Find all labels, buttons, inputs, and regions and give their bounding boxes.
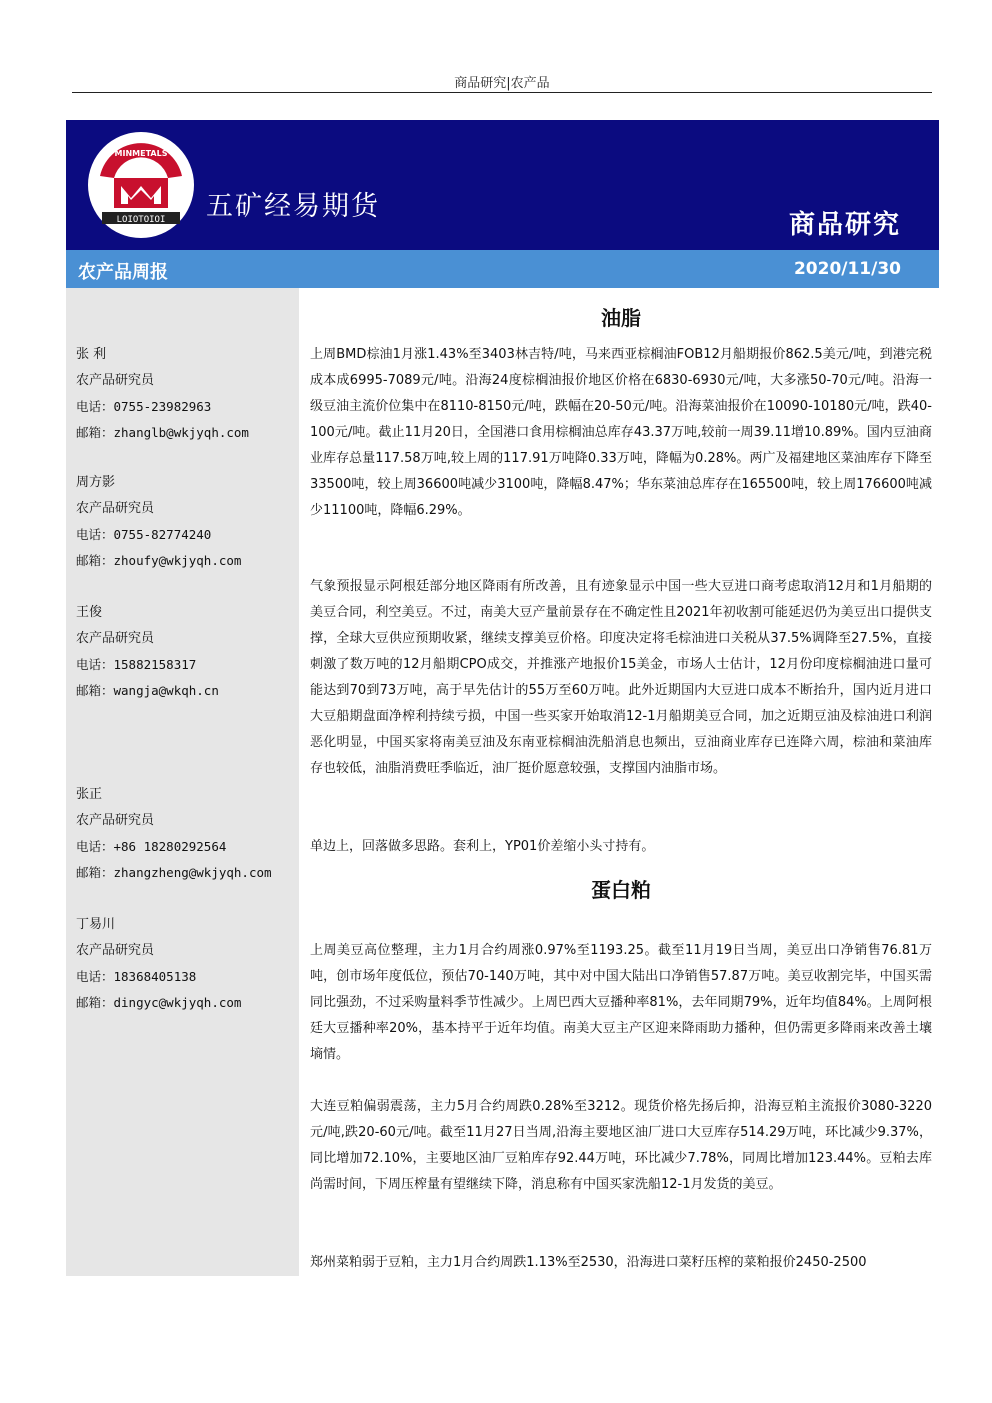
section-label: 商品研究 bbox=[788, 210, 901, 240]
analyst-title: 农产品研究员 bbox=[76, 373, 155, 388]
paragraph: 上周BMD棕油1月涨1.43%至3403林吉特/吨，马来西亚棕榈油FOB12月船期报价862.5美元/吨，到港完税成本成6995-7089元/吨。沿海24度棕榈油报价地区价格在6830-6930元/吨，大多涨50-70元/吨。沿海一级豆油主流价位集中在8110-8150元/吨，跌幅在20-50元/吨。沿海菜油报价在10090-10180元/吨，跌40-100元/吨。截止11月20日，全国港口食用棕榈油总库存43.37万吨,较前一周39.11增10.89%。国内豆油商业库存总量117.58万吨,较上周的117.91万吨降0.33万吨，降幅为0.28%。两广及福建地区菜油库存下降至33500吨，较上周36600吨减少3100吨，降幅8.47%；华东菜油总库存在165500吨，较上周176600吨减少11100吨，降幅6.29%。 bbox=[310, 347, 932, 518]
analyst-email[interactable]: 邮箱：zhanglb@wkjyqh.com bbox=[76, 425, 249, 440]
analyst-title: 农产品研究员 bbox=[76, 813, 155, 828]
banner bbox=[66, 120, 939, 250]
paragraph: 气象预报显示阿根廷部分地区降雨有所改善，且有迹象显示中国一些大豆进口商考虑取消12月和1月船期的美豆合同，利空美豆。不过，南美大豆产量前景存在不确定性且2021年初收割可能延迟仍为美豆出口提供支撑，全球大豆供应预期收紧，继续支撑美豆价格。印度决定将毛棕油进口关税从37.5%调降至27.5%，直接刺激了数万吨的12月船期CPO成交，并推涨产地报价15美金，市场人士估计，12月份印度棕榈油进口量可能达到70到73万吨，高于早先估计的55万至60万吨。此外近期国内大豆进口成本不断抬升，国内近月进口大豆船期盘面净榨利持续亏损，中国一些买家开始取消12-1月船期美豆合同，加之近期豆油及棕油进口利润恶化明显，中国买家将南美豆油及东南亚棕榈油洗船消息也频出，豆油商业库存已连降六周，棕油和菜油库存也较低，油脂消费旺季临近，油厂挺价愿意较强，支撑国内油脂市场。 bbox=[310, 579, 932, 776]
analyst-card bbox=[76, 912, 296, 1016]
report-date: 2020/11/30 bbox=[793, 259, 901, 279]
paragraph: 上周美豆高位整理，主力1月合约周涨0.97%至1193.25。截至11月19日当周，美豆出口净销售76.81万吨，创市场年度低位，预估70-140万吨，其中对中国大陆出口净销售57.87万吨。美豆收割完毕，中国买需同比强劲，不过采购量料季节性减少。上周巴西大豆播种率81%，去年同期79%，近年均值84%。上周阿根廷大豆播种率20%，基本持平于近年均值。南美大豆主产区迎来降雨助力播种，但仍需更多降雨来改善土壤墒情。 bbox=[310, 943, 932, 1062]
analyst-email[interactable]: 邮箱：wangja@wkqh.cn bbox=[76, 683, 219, 698]
header-rule bbox=[72, 92, 932, 93]
analyst-title: 农产品研究员 bbox=[76, 501, 155, 516]
section-title-oils: 油脂 bbox=[601, 306, 641, 330]
analyst-phone: 电话：0755-82774240 bbox=[76, 527, 212, 542]
report-bar bbox=[66, 250, 939, 288]
analyst-name: 王俊 bbox=[76, 605, 103, 620]
analyst-email[interactable]: 邮箱：zhoufy@wkjyqh.com bbox=[76, 553, 242, 568]
analyst-title: 农产品研究员 bbox=[76, 631, 155, 646]
minmetals-logo bbox=[88, 132, 194, 238]
logo-text: MINMETALS bbox=[114, 149, 168, 158]
brand-name: 五矿经易期货 bbox=[206, 191, 380, 222]
analyst-title: 农产品研究员 bbox=[76, 943, 155, 958]
analyst-phone: 电话：15882158317 bbox=[76, 657, 197, 672]
analyst-card bbox=[76, 782, 296, 886]
analyst-phone: 电话：+86 18280292564 bbox=[76, 839, 227, 854]
analyst-card bbox=[76, 600, 296, 704]
minmetals-logo-icon bbox=[88, 132, 194, 238]
analyst-name: 张 利 bbox=[76, 347, 107, 362]
logo-sub-text: LOIOTOIOI bbox=[116, 215, 166, 225]
paragraph: 郑州菜粕弱于豆粕，主力1月合约周跌1.13%至2530，沿海进口菜籽压榨的菜粕报价2450-2500 bbox=[310, 1255, 867, 1270]
report-name: 农产品周报 bbox=[78, 262, 168, 283]
running-header: 商品研究|农产品 bbox=[454, 76, 550, 91]
analyst-email[interactable]: 邮箱：dingyc@wkjyqh.com bbox=[76, 995, 242, 1010]
section-title-meal: 蛋白粕 bbox=[591, 878, 651, 902]
analyst-sidebar bbox=[66, 288, 299, 1276]
analyst-card bbox=[76, 342, 296, 446]
paragraph: 大连豆粕偏弱震荡，主力5月合约周跌0.28%至3212。现货价格先扬后抑，沿海豆粕主流报价3080-3220元/吨,跌20-60元/吨。截至11月27日当周,沿海主要地区油厂进口大豆库存514.29万吨，环比减少9.37%，同比增加72.10%，主要地区油厂豆粕库存92.44万吨，环比减少7.78%，同周比增加123.44%。豆粕去库尚需时间，下周压榨量有望继续下降，消息称有中国买家洗船12-1月发货的美豆。 bbox=[310, 1099, 932, 1192]
analyst-phone: 电话：0755-23982963 bbox=[76, 399, 212, 414]
paragraph: 单边上，回落做多思路。套利上，YP01价差缩小头寸持有。 bbox=[310, 839, 655, 854]
analyst-name: 周方影 bbox=[76, 475, 116, 490]
analyst-name: 张正 bbox=[76, 787, 103, 802]
analyst-email[interactable]: 邮箱：zhangzheng@wkjyqh.com bbox=[76, 865, 272, 880]
analyst-phone: 电话：18368405138 bbox=[76, 969, 197, 984]
analyst-card bbox=[76, 470, 296, 574]
analyst-name: 丁易川 bbox=[76, 917, 116, 932]
